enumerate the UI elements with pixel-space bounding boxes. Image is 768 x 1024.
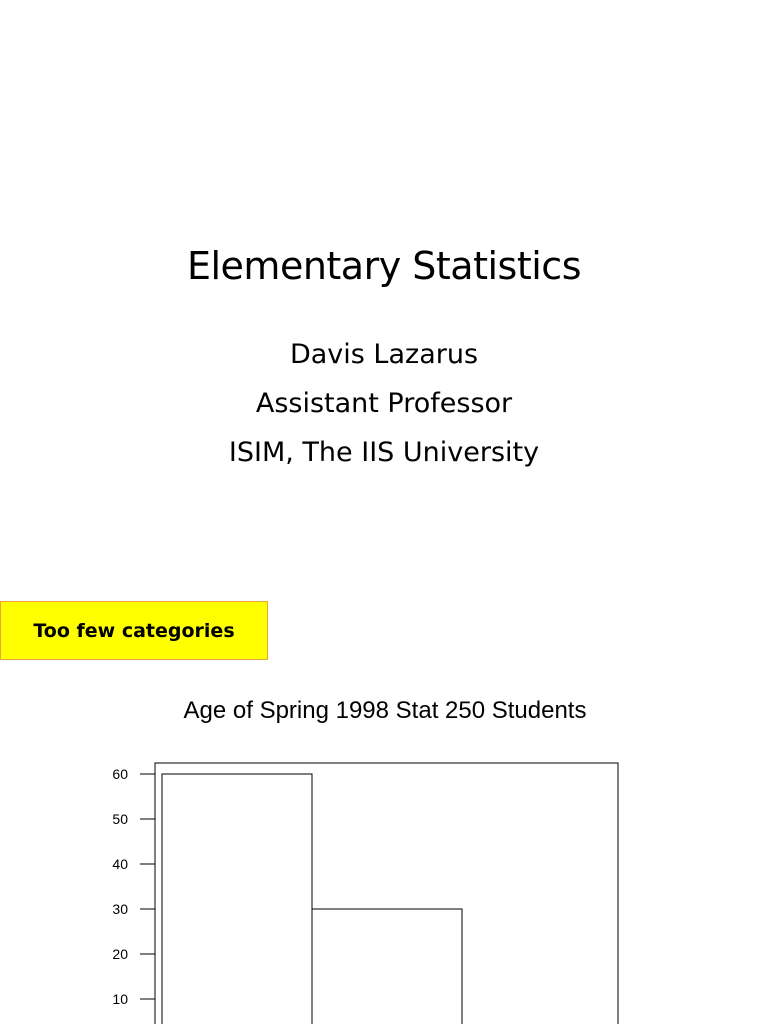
y-tick-label: 20 [112, 946, 128, 962]
y-tick-label: 30 [112, 901, 128, 917]
author-block [0, 330, 768, 477]
y-tick-label: 10 [112, 991, 128, 1007]
y-tick-label: 60 [112, 766, 128, 782]
author-name: Davis Lazarus [289, 339, 479, 370]
callout-box [0, 601, 268, 660]
author-affiliation: ISIM, The IIS University [228, 437, 540, 468]
chart-title: Age of Spring 1998 Stat 250 Students [183, 697, 587, 724]
y-tick-label: 40 [112, 856, 128, 872]
histogram-bar [162, 774, 312, 1024]
bars [162, 774, 462, 1024]
histogram-chart [0, 680, 768, 1024]
slide-title: Elementary Statistics [186, 244, 581, 289]
histogram-bar [312, 909, 462, 1024]
y-axis [112, 766, 155, 1007]
callout-label: Too few categories [33, 619, 235, 642]
author-role: Assistant Professor [255, 388, 513, 419]
y-tick-label: 50 [112, 811, 128, 827]
